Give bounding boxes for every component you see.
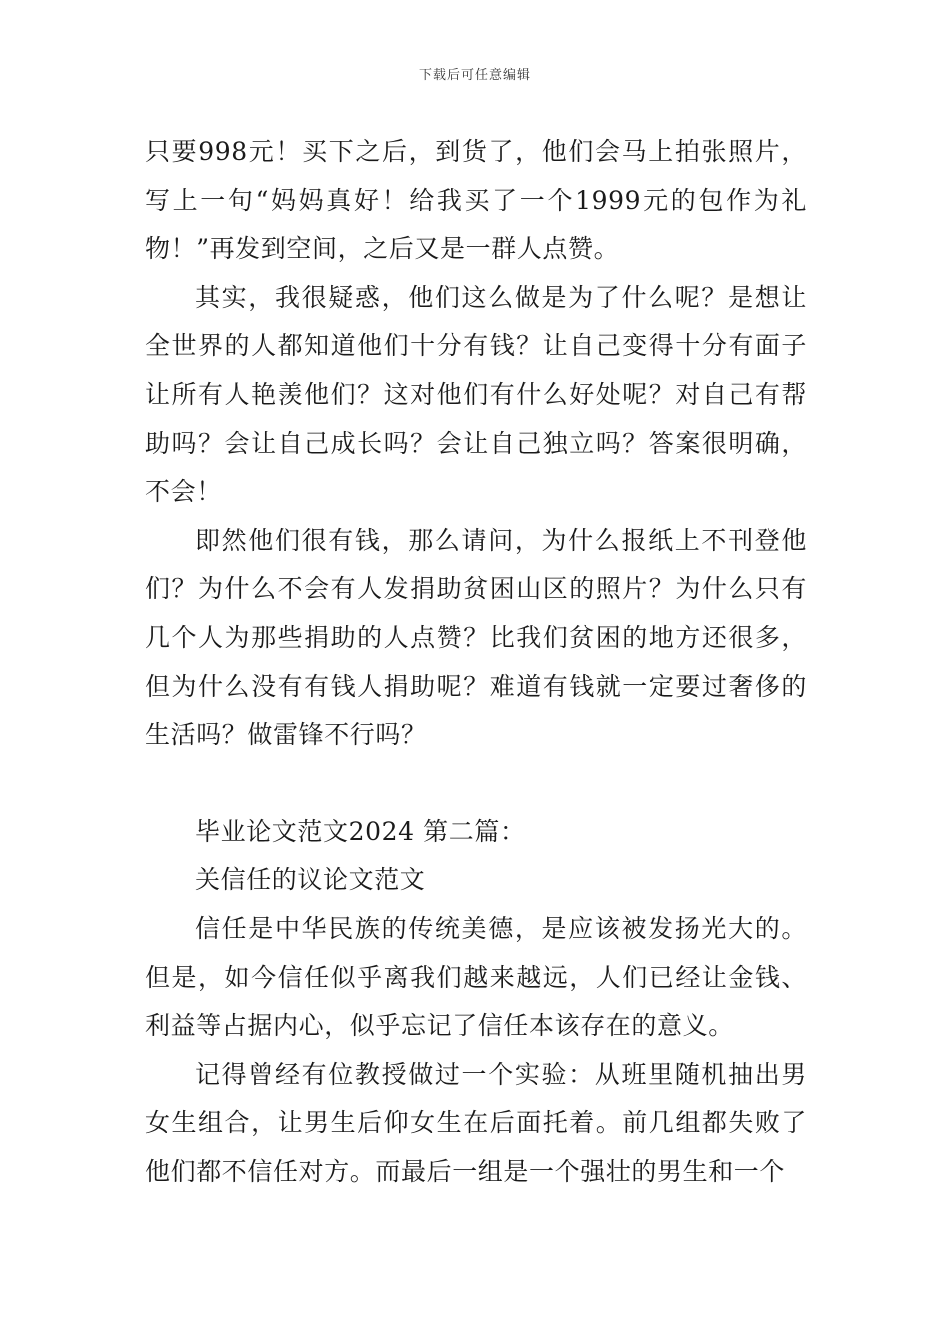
paragraph-3: 即然他们很有钱，那么请问，为什么报纸上不刊登他们？为什么不会有人发捐助贫困山区的照片？为什么只有几个人为那些捐助的人点赞？比我们贫困的地方还很多，但为什么没有有钱人捐助呢？难道有钱就一定要过奢侈的生活吗？做雷锋不行吗？: [145, 525, 807, 750]
section-subtitle: 关信任的议论文范文: [195, 865, 426, 895]
section-gap: [145, 760, 807, 808]
paragraph-1: 只要998元！买下之后，到货了，他们会马上拍张照片，写上一句“妈妈真好！给我买了一个1999元的包作为礼物！”再发到空间，之后又是一群人点赞。: [145, 137, 807, 264]
document-body: [145, 128, 807, 1196]
paragraph-4: 信任是中华民族的传统美德，是应该被发扬光大的。但是，如今信任似乎离我们越来越远，人们已经让金钱、利益等占据内心，似乎忘记了信任本该存在的意义。: [145, 913, 807, 1041]
paragraph-5: 记得曾经有位教授做过一个实验：从班里随机抽出男女生组合，让男生后仰女生在后面托着。前几组都失败了他们都不信任对方。而最后一组是一个强壮的男生和一个: [145, 1059, 807, 1186]
section-heading: 毕业论文范文2024 第二篇：: [195, 816, 526, 846]
paragraph-2: 其实，我很疑惑，他们这么做是为了什么呢？是想让全世界的人都知道他们十分有钱？让自己变得十分有面子让所有人艳羡他们？这对他们有什么好处呢？对自己有帮助吗？会让自己成长吗？会让自己独立吗？答案很明确，不会！: [145, 282, 807, 507]
header-note: 下载后可任意编辑: [418, 68, 531, 83]
